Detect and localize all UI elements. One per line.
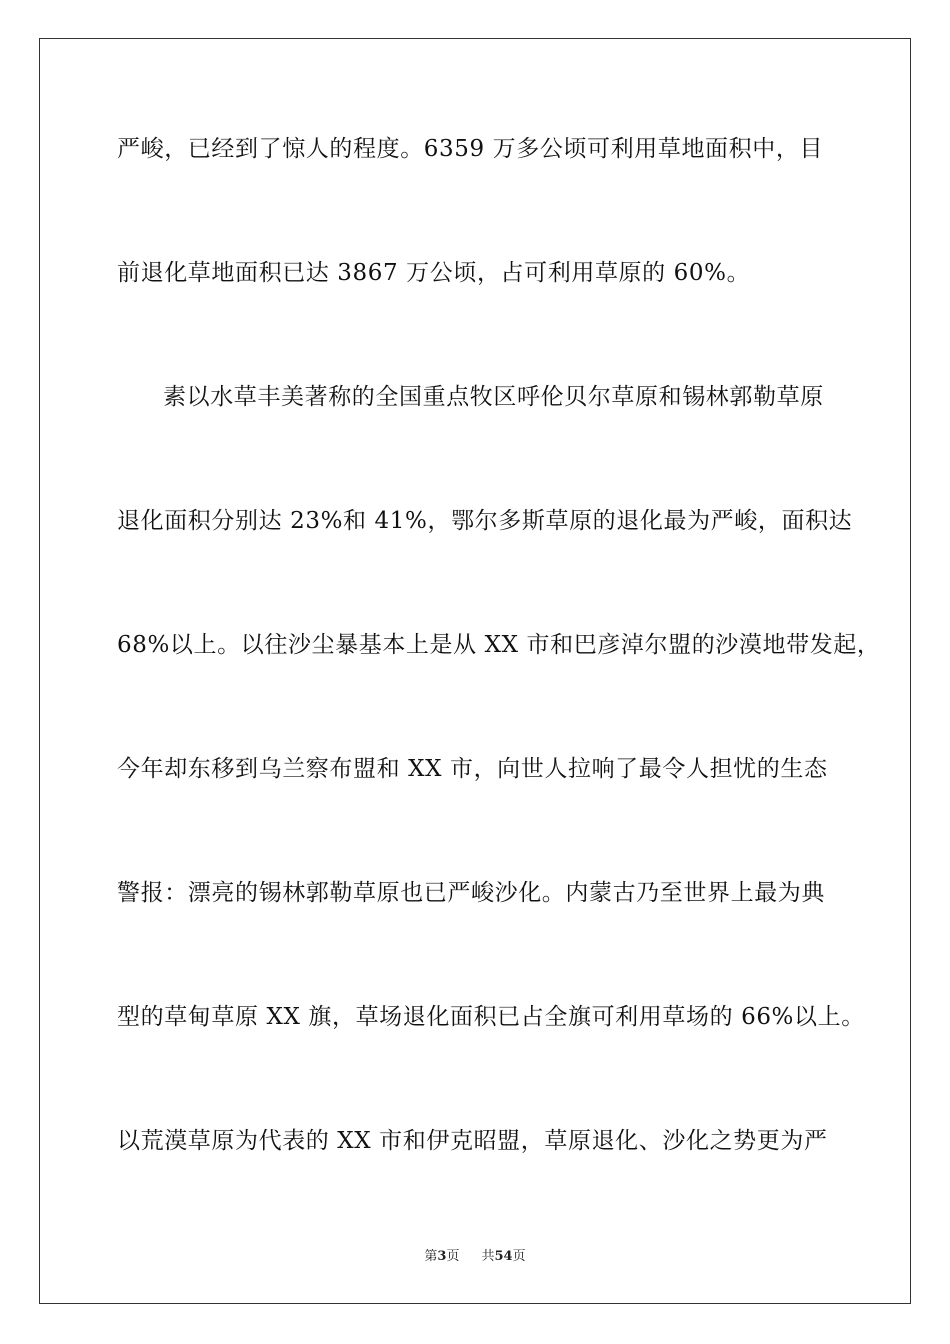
paragraph-first-line: 素以水草丰美著称的全国重点牧区呼伦贝尔草原和锡林郭勒草原 [163, 384, 824, 410]
body-text-line: 严峻，已经到了惊人的程度。6359 万多公顷可利用草地面积中，目 [117, 136, 824, 162]
page-number: 3 [437, 1249, 447, 1264]
total-pages: 54 [494, 1249, 513, 1264]
total-prefix: 共 [481, 1249, 495, 1264]
page-prefix: 第 [424, 1249, 438, 1264]
body-text-line: 警报：漂亮的锡林郭勒草原也已严峻沙化。内蒙古乃至世界上最为典 [117, 880, 825, 906]
total-suffix: 页 [512, 1249, 526, 1264]
body-text-line: 型的草甸草原 XX 旗，草场退化面积已占全旗可利用草场的 66%以上。 [117, 1004, 865, 1030]
body-text-line: 退化面积分别达 23%和 41%，鄂尔多斯草原的退化最为严峻，面积达 [117, 508, 853, 534]
body-text-line: 68%以上。以往沙尘暴基本上是从 XX 市和巴彦淖尔盟的沙漠地带发起， [117, 632, 881, 658]
page-border [39, 38, 911, 1304]
body-text-line: 今年却东移到乌兰察布盟和 XX 市，向世人拉响了最令人担忧的生态 [117, 756, 828, 782]
page-suffix: 页 [446, 1249, 460, 1264]
page-footer [0, 1248, 950, 1266]
body-text-line: 前退化草地面积已达 3867 万公顷，占可利用草原的 60%。 [117, 260, 751, 286]
body-text-line: 以荒漠草原为代表的 XX 市和伊克昭盟，草原退化、沙化之势更为严 [117, 1128, 828, 1154]
